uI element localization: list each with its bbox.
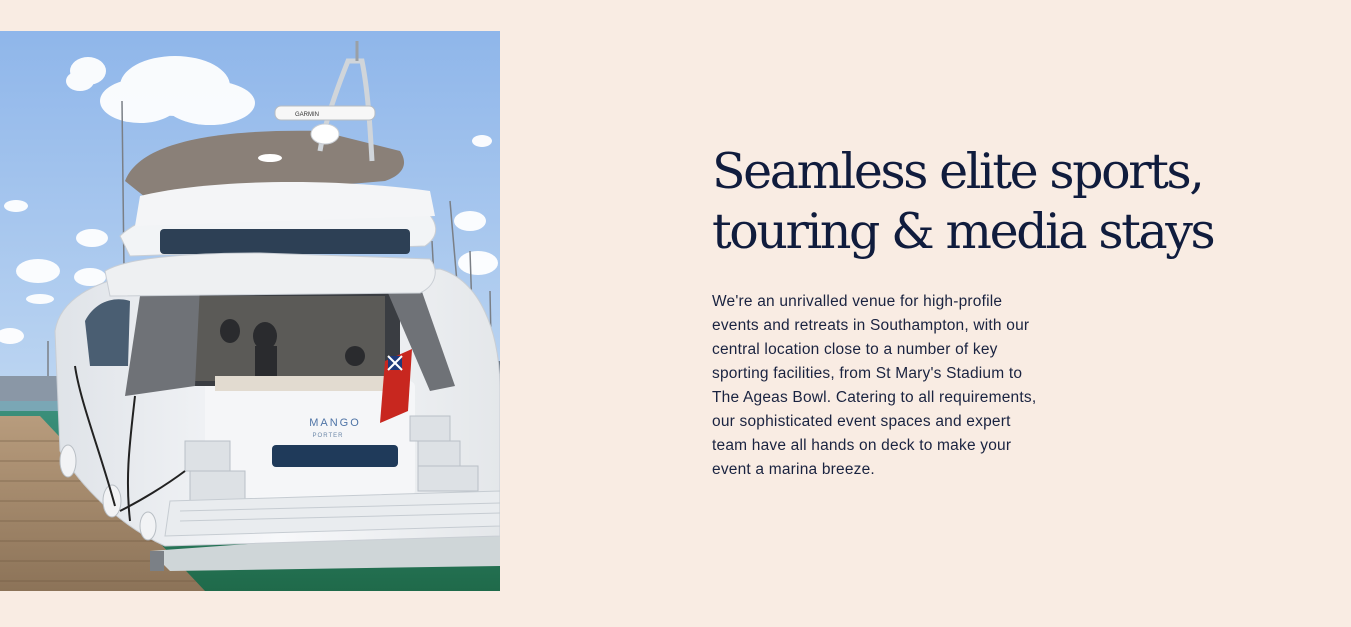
hull-port: PORTER <box>312 433 344 439</box>
section-body-text: We're an unrivalled venue for high-profile events and retreats in Southampton, with our central location close to a number of key sporting facilities, from St Mary's Stadium to The Ageas Bowl. Catering to all requirements, our sophisticated event spaces and expert team have all hands on deck to make your event a marina breeze. <box>712 293 1037 478</box>
yacht-photo <box>0 31 500 591</box>
hull-name: MANGO <box>309 417 361 429</box>
feature-text <box>712 142 1232 482</box>
heading-line-2: touring & media stays <box>712 203 1214 260</box>
section-heading <box>712 142 1232 262</box>
garmin-badge: GARMIN <box>295 112 319 118</box>
heading-line-1: Seamless elite sports, <box>712 143 1203 200</box>
